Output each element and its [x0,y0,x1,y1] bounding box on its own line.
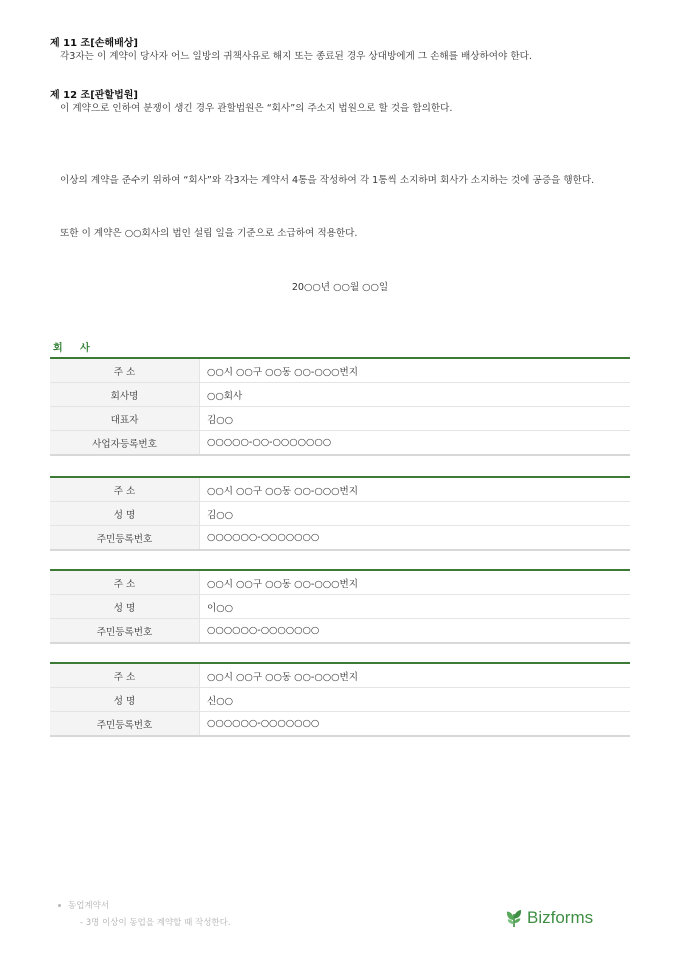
bullet-icon [58,904,61,907]
partner-3-info-table [50,662,630,737]
article-12-title: 제 12 조[관할법원] [50,90,138,101]
address-value: ○○시 ○○구 ○○동 ○○-○○○번지 [200,358,631,383]
resident-reg-number-label: 주민등록번호 [50,526,200,551]
company-info-table [50,357,630,456]
representative-value: 김○○ [200,407,631,431]
table-row [50,502,630,526]
article-11-title: 제 11 조[손해배상] [50,38,138,49]
address-value: ○○시 ○○구 ○○동 ○○-○○○번지 [200,477,631,502]
footer-notes [58,898,231,932]
closing-paragraph-1: 이상의 계약을 준수키 위하여 “회사”와 각3자는 계약서 4통을 작성하여 각 1통씩 소지하며 회사가 소지하는 것에 공증을 행한다. [60,175,595,186]
table-row [50,688,630,712]
representative-label: 대표자 [50,407,200,431]
name-value: 이○○ [200,595,631,619]
partner-1-info-table [50,476,630,551]
table-row [50,407,630,431]
bizforms-logo [505,907,593,929]
address-label: 주 소 [50,663,200,688]
table-row [50,595,630,619]
contract-date: 20○○년 ○○월 ○○일 [291,282,389,293]
brand-name: Bizforms [527,908,594,927]
name-label: 성 명 [50,595,200,619]
footer-doc-desc: - 3명 이상이 동업을 계약할 때 작성한다. [80,918,231,928]
address-label: 주 소 [50,358,200,383]
company-name-value: ○○회사 [200,383,631,407]
article-12-body: 이 계약으로 인하여 분쟁이 생긴 경우 관할법원은 “회사”의 주소지 법원으로 할 것을 합의한다. [60,103,453,114]
footer-doc-name-line [58,898,231,915]
name-label: 성 명 [50,688,200,712]
address-label: 주 소 [50,570,200,595]
business-reg-number-label: 사업자등록번호 [50,431,200,456]
address-label: 주 소 [50,477,200,502]
article-11-body: 각3자는 이 계약이 당사자 어느 일방의 귀책사유로 해지 또는 종료된 경우 상대방에게 그 손해를 배상하여야 한다. [60,51,532,62]
footer-doc-name: 동업계약서 [68,901,110,911]
resident-reg-number-value: ○○○○○○-○○○○○○○ [207,532,320,543]
leaf-logo-icon [505,908,523,928]
resident-reg-number-label: 주민등록번호 [50,712,200,737]
table-row [50,358,630,383]
name-label: 성 명 [50,502,200,526]
table-row [50,383,630,407]
partner-2-info-table [50,569,630,644]
company-name-label: 회사명 [50,383,200,407]
name-value: 김○○ [200,502,631,526]
table-row [50,663,630,688]
company-section-title: 회 사 [53,343,97,354]
address-value: ○○시 ○○구 ○○동 ○○-○○○번지 [200,570,631,595]
table-row [50,619,630,644]
name-value: 신○○ [200,688,631,712]
resident-reg-number-value: ○○○○○○-○○○○○○○ [207,718,320,729]
table-row [50,431,630,456]
table-row [50,526,630,551]
closing-paragraph-2: 또한 이 계약은 ○○회사의 법인 설립 일을 기준으로 소급하여 적용한다. [60,228,358,239]
resident-reg-number-label: 주민등록번호 [50,619,200,644]
resident-reg-number-value: ○○○○○○-○○○○○○○ [207,625,320,636]
table-row [50,712,630,737]
table-row [50,477,630,502]
table-row [50,570,630,595]
business-reg-number-value: ○○○○○-○○-○○○○○○○ [207,437,332,448]
address-value: ○○시 ○○구 ○○동 ○○-○○○번지 [200,663,631,688]
